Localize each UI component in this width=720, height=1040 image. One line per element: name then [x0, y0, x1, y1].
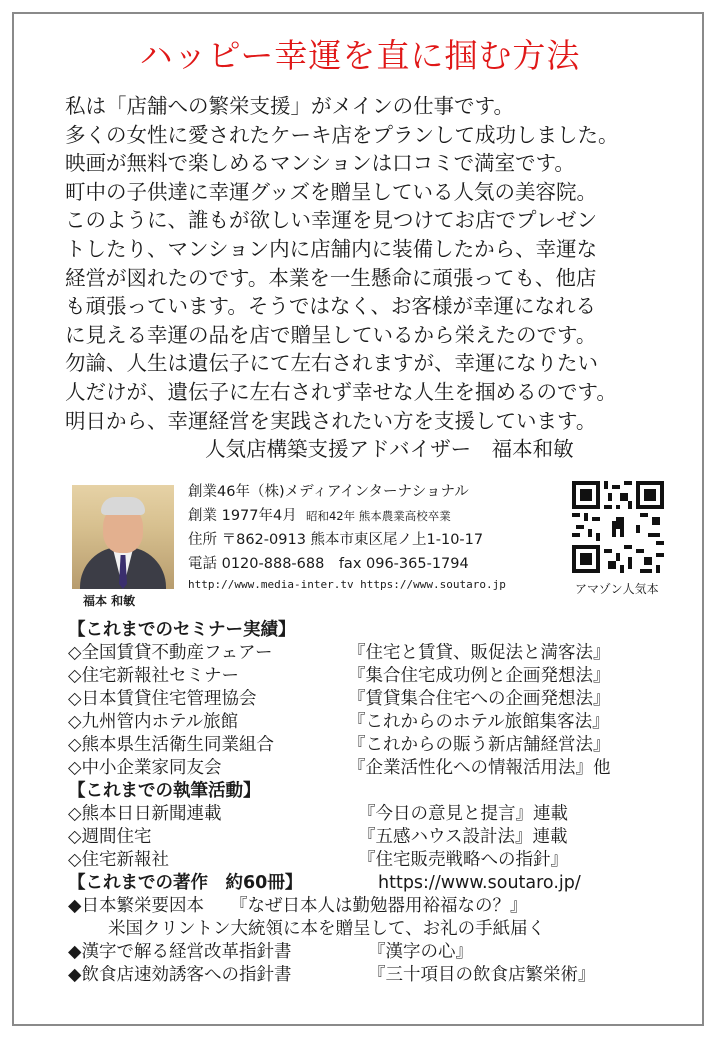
item-topic: 『これからのホテル旅館集客法』 — [348, 712, 610, 732]
item-topic: 『五感ハウス設計法』連載 — [358, 827, 568, 847]
founded-note: 昭和42年 熊本農業高校卒業 — [305, 509, 451, 523]
portrait-name: 福本 和敏 — [83, 594, 136, 608]
list-item — [68, 895, 688, 918]
item-org: ◆日本繁栄要因本 — [68, 896, 204, 916]
intro-line: 明日から、幸運経営を実践されたい方を支援しています。 — [65, 408, 597, 433]
item-org: ◇週間住宅 — [68, 827, 152, 847]
item-topic: 『漢字の心』 — [368, 942, 473, 962]
qr-code-icon[interactable] — [572, 481, 664, 573]
item-org: ◇九州管内ホテル旅館 — [68, 712, 239, 732]
item-topic: 『これからの賑う新店舗経営法』 — [348, 735, 611, 755]
intro-line: このように、誰もが欲しい幸運を見つけてお店でプレゼン — [65, 208, 598, 233]
item-org: ◆漢字で解る経営改革指針書 — [68, 942, 292, 962]
intro-line: 人だけが、遺伝子に左右されず幸せな人生を掴めるのです。 — [65, 379, 617, 404]
item-topic: 『住宅販売戦略への指針』 — [358, 850, 568, 870]
item-topic: 『企業活性化への情報活用法』他 — [348, 758, 611, 778]
list-item — [68, 941, 688, 964]
list-item — [68, 826, 688, 849]
item-org: ◆飲食店速効誘客への指針書 — [68, 965, 292, 985]
item-topic: 『なぜ日本人は勤勉器用裕福なの？』 — [230, 896, 528, 916]
item-org: ◇住宅新報社セミナー — [68, 666, 239, 686]
address: 住所 〒862-0913 熊本市東区尾ノ上1-10-17 — [188, 532, 484, 548]
seminar-heading: 【これまでのセミナー実績】 — [68, 620, 296, 640]
item-org: ◇全国賃貸不動産フェアー — [68, 643, 273, 663]
item-topic: 『三十項目の飲食店繁栄術』 — [368, 965, 596, 985]
founded-line: 創業46年（株)メディアインターナショナル — [188, 484, 469, 500]
signature: 人気店構築支援アドバイザー 福本和敏 — [205, 437, 574, 462]
item-org: ◇熊本県生活衛生同業組合 — [68, 735, 274, 755]
website-urls[interactable]: http://www.media-inter.tv https://www.soutaro.jp — [188, 578, 506, 591]
item-topic: 米国クリントン大統領に本を贈呈して、お礼の手紙届く — [108, 919, 546, 939]
intro-line: 勿論、人生は遺伝子にて左右されますが、幸運になりたい — [65, 351, 598, 376]
list-item — [68, 665, 688, 688]
intro-line: 経営が図れたのです。本業を一生懸命に頑張っても、他店 — [65, 265, 597, 290]
page-title: ハッピー幸運を直に掴む方法 — [139, 36, 581, 75]
item-org: ◇日本賃貸住宅管理協会 — [68, 689, 257, 709]
item-topic: 『住宅と賃貸、販促法と満客法』 — [348, 643, 611, 663]
intro-line: に見える幸運の品を店で贈呈しているから栄えたのです。 — [65, 322, 597, 347]
books-heading-row — [68, 872, 688, 895]
company-info — [188, 480, 506, 591]
list-item — [68, 757, 688, 780]
item-org: ◇住宅新報社 — [68, 850, 169, 870]
list-item — [68, 803, 688, 826]
intro-line: 多くの女性に愛されたケーキ店をプランして成功しました。 — [65, 122, 619, 147]
portrait-photo — [72, 485, 174, 589]
item-org: ◇中小企業家同友会 — [68, 758, 222, 778]
founded-date — [188, 504, 506, 528]
intro-text — [65, 92, 685, 464]
intro-line: も頑張っています。そうではなく、お客様が幸運になれる — [65, 294, 596, 319]
writing-heading: 【これまでの執筆活動】 — [68, 781, 261, 801]
founded-prefix: 創業 1977年4月 — [188, 508, 297, 524]
item-topic: 『賃貸集合住宅への企画発想法』 — [348, 689, 611, 709]
item-topic: 『集合住宅成功例と企画発想法』 — [348, 666, 611, 686]
list-item — [68, 711, 688, 734]
intro-line: 私は「店舗への繁栄支援」がメインの仕事です。 — [65, 94, 514, 118]
list-item — [68, 688, 688, 711]
item-topic: 『今日の意見と提言』連載 — [358, 804, 568, 824]
item-org: ◇熊本日日新聞連載 — [68, 804, 222, 824]
list-item — [68, 849, 688, 872]
list-item — [68, 964, 688, 987]
intro-line: 映画が無料で楽しめるマンションは口コミで満室です。 — [65, 151, 575, 176]
intro-line: トしたり、マンション内に店舗内に装備したから、幸運な — [65, 236, 598, 261]
achievements — [68, 619, 688, 987]
intro-line: 町中の子供達に幸運グッズを贈呈している人気の美容院。 — [65, 179, 597, 204]
list-item — [68, 918, 688, 941]
list-item — [68, 642, 688, 665]
list-item — [68, 734, 688, 757]
qr-caption: アマゾン人気本 — [575, 582, 659, 596]
books-heading: 【これまでの著作 約60冊】 — [68, 873, 303, 893]
books-url[interactable]: https://www.soutaro.jp/ — [378, 873, 581, 893]
phone: 電話 0120-888-688 fax 096-365-1794 — [188, 556, 469, 572]
